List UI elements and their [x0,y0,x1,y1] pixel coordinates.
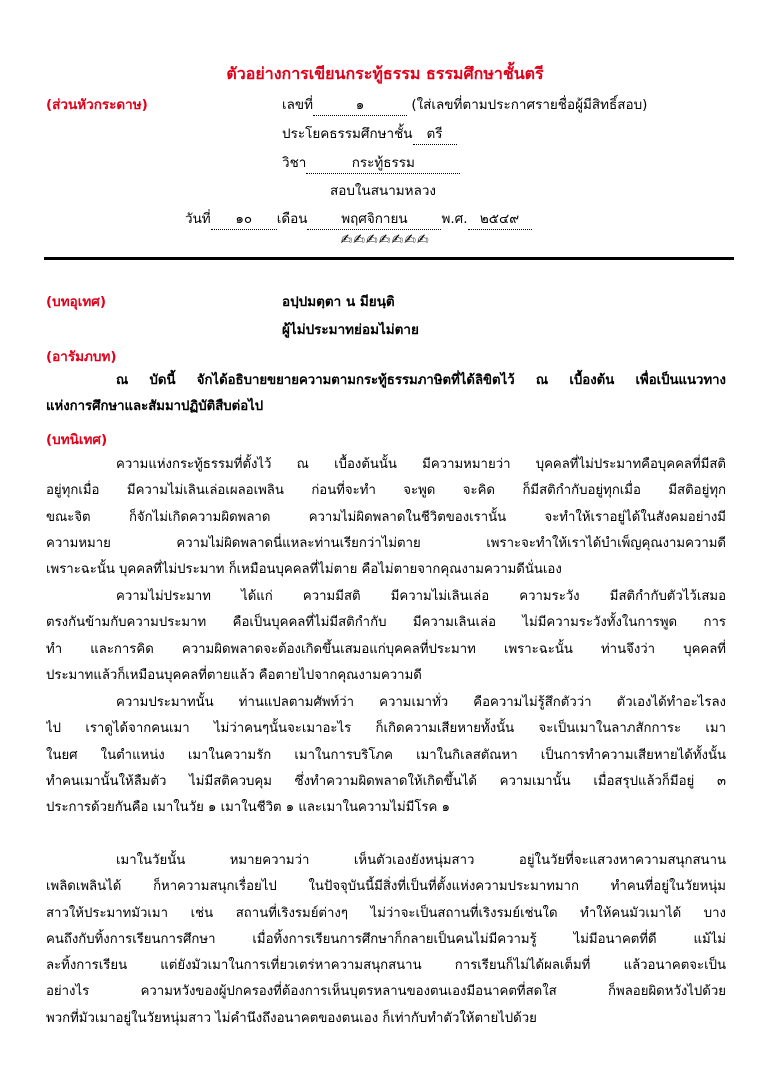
intro-line: แห่งการศึกษาและสัมมาปฏิบัติสืบต่อไป [46,399,264,415]
body-line: เมาในวัยนั้น หมายความว่า เห็นตัวเองยังหนุ่มสาว อยู่ในวัยที่จะแสวงหาความสนุกสนาน [116,853,726,868]
header-rule [44,257,734,260]
day-label: วันที่ [185,211,211,227]
document-title: ตัวอย่างการเขียนกระทู้ธรรม ธรรมศึกษาชั้นตรี [226,64,544,83]
body-paragraph-3 [46,690,726,821]
intro-section-label: (อารัมภบท) [46,349,117,365]
body-line: ไป เราดูได้จากคนเมา ไม่ว่าคนๆนั้นจะเมาอะไร ก็เกิดความเสียหายทั้งนั้น จะเป็นเมาในลาภสักการะ เมา [46,721,726,737]
intro-line: ณ บัดนี้ จักได้อธิบายขยายความตามกระทู้ธรรมภาษิตที่ได้ลิขิตไว้ ณ เบื้องต้น เพื่อเป็นแนวทาง [116,373,726,388]
motto-section-label: (บทอุเทศ) [46,294,106,310]
body-paragraph-1 [46,452,726,583]
body-paragraph-2 [46,584,726,689]
body-line: คนถึงกับทิ้งการเรียนการศึกษา เมื่อทิ้งการเรียนการศึกษาก็กลายเป็นคนไม่มีความรู้ ไม่มีอนาคตที่ดี แม้ไม่ [46,931,726,947]
body-line: อย่างไร ความหวังของผู้ปกครองที่ต้องการเห็นบุตรหลานของตนเองมีอนาคตที่สดใส ก็พลอยผิดหวังไปด้วย [46,984,726,1000]
subject-value: กระทู้ธรรม [306,151,460,174]
body-line: ทำ และการคิด ความผิดพลาดจะต้องเกิดขึ้นเสมอแก่บุคคลที่ประมาท เพราะฉะนั้น ท่านจึงว่า บุคคลที่ [46,641,726,657]
exam-venue: สอบในสนามหลวง [330,183,437,199]
body-line: พวกที่มัวเมาอยู่ในวัยหนุ่มสาว ไม่คำนึงถึงอนาคตของตนเอง ก็เท่ากับทำตัวให้ตายไปด้วย [46,1010,537,1026]
number-label: เลขที่ [282,97,314,113]
intro-paragraph [46,368,726,421]
body-paragraph-4 [46,848,726,1032]
body-line: ขณะจิต ก็จักไม่เกิดความผิดพลาด ความไม่ผิดพลาดในชีวิตของเรานั้น จะทำให้เราอยู่ได้ในสังคมอย่างมี [46,509,726,525]
body-section-label: (บทนิเทศ) [46,432,108,448]
number-note: (ใส่เลขที่ตามประกาศรายชื่อผู้มีสิทธิ์สอบ) [411,97,648,113]
month-value: พฤศจิกายน [307,207,441,230]
date-line [185,207,532,230]
subject-line [282,151,460,174]
number-line [282,93,647,116]
body-line: ประการด้วยกันคือ เมาในวัย ๑ เมาในชีวิต ๑ และเมาในความไม่มีโรค ๑ [46,800,450,816]
body-line: ประมาทแล้วก็เหมือนบุคคลที่ตายแล้ว คือตายไปจากคุณงามความดี [46,667,422,683]
motto-translation: ผู้ไม่ประมาทย่อมไม่ตาย [282,322,419,338]
body-line: ทำคนเมานั้นให้ลืมตัว ไม่มีสติควบคุม ซึ่งทำความผิดพลาดให้เกิดขึ้นได้ ความเมานั้น เมื่อสรุปแล้วก็มีอยู่ ๓ [46,773,726,789]
body-line: ความแห่งกระทู้ธรรมที่ตั้งไว้ ณ เบื้องต้นนั้น มีความหมายว่า บุคคลที่ไม่ประมาทคือบุคคลที่มีสติ [116,457,726,472]
year-value: ๒๕๔๙ [468,207,532,230]
subject-label: วิชา [282,155,307,171]
day-value: ๑๐ [211,207,277,230]
body-line: สาวให้ประมาทมัวเมา เช่น สถานที่เริงรมย์ต่างๆ ไม่ว่าจะเป็นสถานที่เริงรมย์เช่นใด ทำให้คนมัวเมาได้ บาง [46,905,726,921]
motto-pali: อปฺปมตฺตา น มียนฺติ [282,294,395,310]
body-line: ในยศ ในตำแหน่ง เมาในความรัก เมาในการบริโภค เมาในกิเลสตัณหา เป็นการทำความเสียหายได้ทั้งนั้น [46,747,726,763]
body-line: ตรงกันข้ามกับความประมาท คือเป็นบุคคลที่ไม่มีสติกำกับ มีความเลินเล่อ ไม่มีความระวังทั้งในการพูด การ [46,615,726,631]
level-value: ตรี [413,122,457,145]
body-line: ความหมาย ความไม่ผิดพลาดนี่แหละท่านเรียกว่าไม่ตาย เพราะจะทำให้เราได้บำเพ็ญคุณงามความดี [46,535,726,551]
body-line: เพราะฉะนั้น บุคคลที่ไม่ประมาท ก็เหมือนบุคคลที่ไม่ตาย คือไม่ตายจากคุณงามความดีนั่นเอง [46,562,562,578]
month-label: เดือน [276,211,308,227]
body-line: ความไม่ประมาท ได้แก่ ความมีสติ มีความไม่เลินเล่อ ความระวัง มีสติกำกับตัวไว้เสมอ [116,589,726,604]
ornament-divider: ✍✍✍✍✍✍✍ [340,232,430,248]
body-line: ละทิ้งการเรียน แต่ยังมัวเมาในการเที่ยวเตร่หาความสนุกสนาน การเรียนก็ไม่ได้ผลเต็มที่ แล้วอนาคตจะเป็น [46,958,726,974]
header-section-label: (ส่วนหัวกระดาษ) [46,97,148,113]
body-line: ความประมาทนั้น ท่านแปลตามศัพท์ว่า ความเมาทั่ว คือความไม่รู้สึกตัวว่า ตัวเองได้ทำอะไรลง [116,695,726,710]
body-line: เพลิดเพลินได้ ก็หาความสนุกเรื่อยไป ในปัจจุบันนี้มีสิ่งที่เป็นที่ตั้งแห่งความประมาทมาก ทำคนที่อยู่ในวัยหนุ่ม [46,879,726,895]
level-label: ประโยคธรรมศึกษาชั้น [282,126,413,142]
number-value: ๑ [313,93,407,116]
level-line [282,122,457,145]
year-label: พ.ศ. [441,211,468,227]
body-line: อยู่ทุกเมื่อ มีความไม่เลินเล่อเผลอเพลิน ก่อนที่จะทำ จะพูด จะคิด ก็มีสติกำกับอยู่ทุกเมื่อ มีสติอยู่ทุก [46,483,726,499]
